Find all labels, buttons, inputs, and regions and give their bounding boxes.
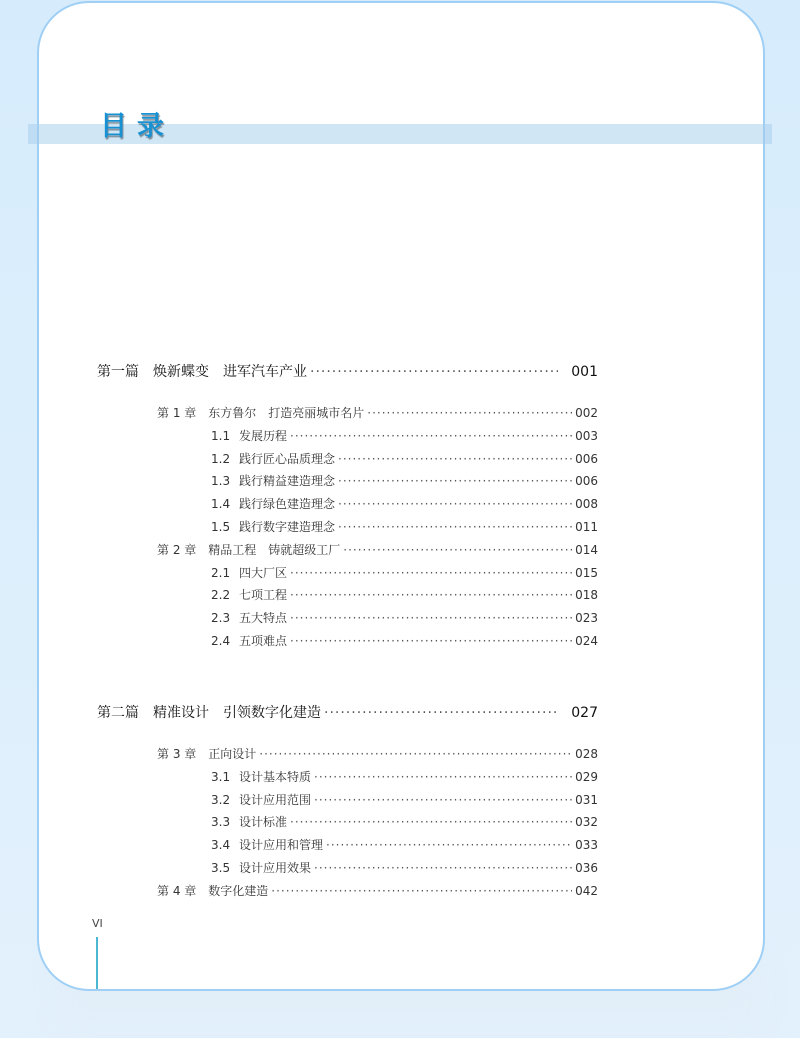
- entry-number: 3.3: [211, 815, 231, 830]
- toc-chapter[interactable]: [157, 882, 598, 899]
- entry-title: 数字化建造: [208, 883, 269, 898]
- entry-number: 1.1: [211, 428, 231, 443]
- entry-number: 第 1 章: [157, 406, 197, 420]
- entry-page: 018: [575, 588, 598, 603]
- entry-title: 设计应用和管理: [239, 838, 324, 853]
- entry-number: 2.1: [211, 565, 231, 580]
- entry-page: 024: [575, 634, 598, 648]
- entry-page: 023: [575, 611, 598, 626]
- entry-page: 033: [575, 838, 598, 853]
- leader-dots: [338, 452, 572, 466]
- entry-number: 第二篇: [97, 705, 139, 721]
- toc-chapter[interactable]: [157, 745, 598, 762]
- entry-label: [211, 564, 287, 581]
- entry-label: [211, 427, 287, 444]
- entry-page: 036: [575, 861, 598, 875]
- toc-section[interactable]: [211, 859, 598, 876]
- toc-section[interactable]: [211, 518, 598, 535]
- toc-chapter[interactable]: [157, 541, 598, 558]
- entry-label: [211, 632, 287, 649]
- leader-dots: [338, 520, 572, 534]
- entry-label: [157, 541, 340, 558]
- entry-title: 设计标准: [239, 815, 288, 830]
- page-number-rule: [96, 937, 98, 989]
- entry-number: 3.5: [211, 861, 231, 875]
- entry-label: [211, 609, 287, 626]
- leader-dots: [314, 770, 572, 784]
- toc-section[interactable]: [211, 791, 598, 808]
- entry-number: 2.3: [211, 611, 231, 626]
- entry-title: 五项难点: [239, 634, 288, 648]
- entry-title: 东方鲁尔 打造亮丽城市名片: [208, 406, 365, 420]
- toc-section[interactable]: [211, 495, 598, 512]
- entry-title: 设计应用范围: [239, 792, 312, 807]
- entry-number: 3.1: [211, 769, 231, 784]
- entry-title: 焕新蝶变 进军汽车产业: [153, 364, 307, 380]
- entry-number: 3.4: [211, 838, 231, 853]
- leader-dots: [290, 566, 572, 580]
- entry-label: [211, 859, 311, 876]
- toc-section[interactable]: [211, 813, 598, 830]
- entry-title: 五大特点: [239, 611, 288, 626]
- leader-dots: [324, 705, 558, 721]
- entry-number: 1.3: [211, 474, 231, 489]
- entry-page: 028: [575, 747, 598, 761]
- entry-page: 001: [571, 364, 598, 380]
- entry-number: 2.4: [211, 634, 231, 648]
- entry-title: 设计基本特质: [239, 769, 312, 784]
- toc-section[interactable]: [211, 472, 598, 489]
- entry-title: 践行精益建造理念: [239, 474, 336, 489]
- entry-title: 正向设计: [208, 747, 257, 761]
- entry-label: [211, 450, 335, 467]
- entry-title: 精品工程 铸就超级工厂: [208, 542, 341, 557]
- entry-title: 践行匠心品质理念: [239, 451, 336, 466]
- entry-page: 006: [575, 474, 598, 489]
- entry-label: [211, 768, 311, 785]
- entry-page: 027: [571, 705, 598, 721]
- entry-number: 1.5: [211, 520, 231, 534]
- entry-label: [211, 518, 335, 535]
- page-number: VI: [92, 917, 103, 930]
- entry-label: [157, 882, 268, 899]
- entry-title: 精准设计 引领数字化建造: [153, 705, 321, 721]
- toc-section[interactable]: [211, 564, 598, 581]
- entry-number: 第 2 章: [157, 542, 197, 557]
- entry-label: [211, 472, 335, 489]
- toc-section[interactable]: [211, 632, 598, 649]
- entry-number: 第 3 章: [157, 747, 197, 761]
- entry-label: [211, 586, 287, 603]
- entry-label: [211, 495, 335, 512]
- leader-dots: [310, 364, 558, 380]
- leader-dots: [259, 747, 572, 761]
- entry-page: 002: [575, 406, 598, 420]
- leader-dots: [271, 884, 572, 898]
- leader-dots: [290, 634, 572, 648]
- entry-number: 第 4 章: [157, 883, 197, 898]
- leader-dots: [314, 793, 572, 807]
- entry-number: 2.2: [211, 588, 231, 603]
- entry-number: 第一篇: [97, 364, 139, 380]
- toc-section[interactable]: [211, 586, 598, 603]
- entry-page: 029: [575, 769, 598, 784]
- entry-label: [211, 791, 311, 808]
- toc-chapter[interactable]: [157, 404, 598, 421]
- entry-page: 014: [575, 542, 598, 557]
- toc-section[interactable]: [211, 427, 598, 444]
- leader-dots: [290, 611, 572, 625]
- leader-dots: [314, 861, 572, 875]
- entry-title: 践行数字建造理念: [239, 520, 336, 534]
- entry-page: 011: [575, 520, 598, 534]
- entry-page: 042: [575, 883, 598, 898]
- entry-label: [97, 702, 321, 722]
- leader-dots: [290, 429, 572, 443]
- entry-label: [211, 813, 287, 830]
- entry-page: 015: [575, 565, 598, 580]
- entry-label: [97, 361, 307, 381]
- entry-number: 1.2: [211, 451, 231, 466]
- entry-number: 3.2: [211, 792, 231, 807]
- leader-dots: [338, 497, 572, 511]
- entry-number: 1.4: [211, 497, 231, 512]
- leader-dots: [338, 474, 572, 488]
- entry-page: 008: [575, 497, 598, 512]
- entry-title: 设计应用效果: [239, 861, 312, 875]
- leader-dots: [367, 406, 572, 420]
- toc-section[interactable]: [211, 609, 598, 626]
- entry-page: 006: [575, 451, 598, 466]
- page-title: 目录: [100, 111, 174, 142]
- entry-page: 032: [575, 815, 598, 830]
- toc-part[interactable]: [97, 702, 598, 722]
- entry-label: [157, 745, 256, 762]
- entry-label: [211, 836, 323, 853]
- toc-section[interactable]: [211, 768, 598, 785]
- entry-title: 七项工程: [239, 588, 288, 603]
- toc-section[interactable]: [211, 450, 598, 467]
- leader-dots: [326, 838, 572, 852]
- toc-section[interactable]: [211, 836, 598, 853]
- entry-label: [157, 404, 364, 421]
- entry-title: 四大厂区: [239, 565, 288, 580]
- entry-page: 003: [575, 428, 598, 443]
- leader-dots: [343, 543, 572, 557]
- toc-part[interactable]: [97, 361, 598, 381]
- entry-title: 践行绿色建造理念: [239, 497, 336, 512]
- entry-page: 031: [575, 792, 598, 807]
- entry-title: 发展历程: [239, 428, 288, 443]
- leader-dots: [290, 815, 572, 829]
- leader-dots: [290, 588, 572, 602]
